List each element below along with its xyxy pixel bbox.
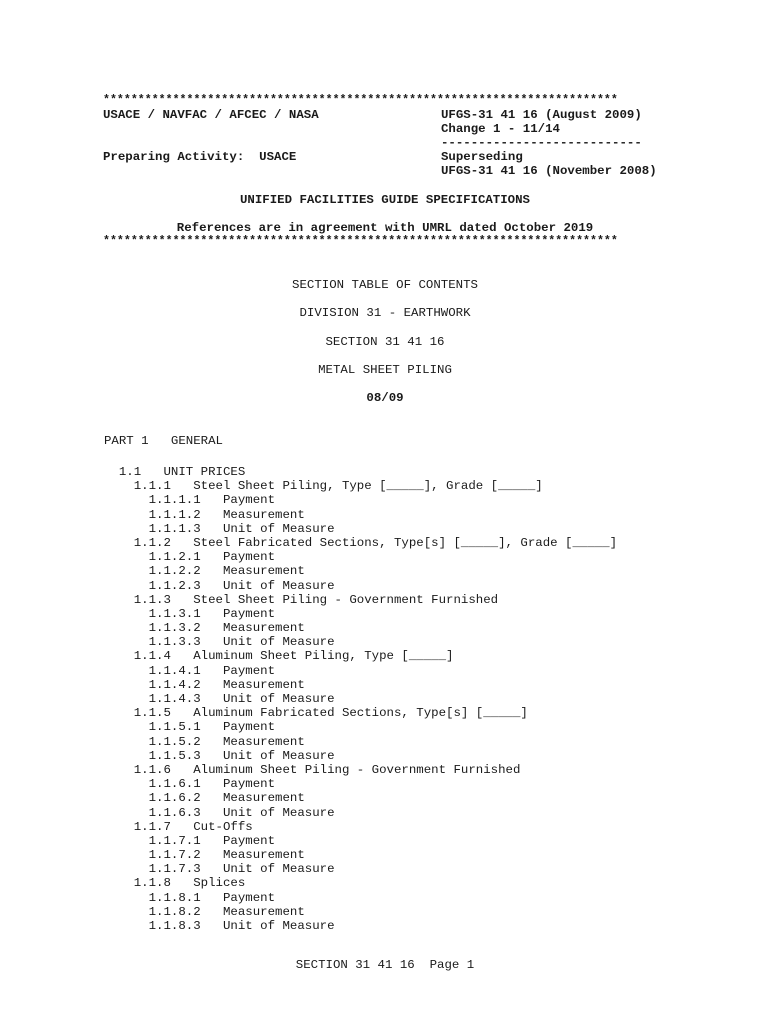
toc-entry: 1.1.7.2 Measurement xyxy=(104,848,305,863)
toc-entry: 1.1.1.2 Measurement xyxy=(104,507,305,522)
toc-entry: 1.1.7.3 Unit of Measure xyxy=(104,862,335,877)
agency-line: USACE / NAVFAC / AFCEC / NASA xyxy=(103,108,319,122)
toc-entry: 1.1.6.2 Measurement xyxy=(104,791,305,806)
toc-entry: 1.1.4.2 Measurement xyxy=(104,677,305,692)
toc-entry: 1.1.8 Splices xyxy=(104,876,246,891)
toc-entry: 1.1.8.3 Unit of Measure xyxy=(104,919,335,933)
division-line: DIVISION 31 - EARTHWORK xyxy=(299,306,471,320)
superseded-spec: UFGS-31 41 16 (November 2008) xyxy=(441,164,657,178)
toc-entry: 1.1.4.1 Payment xyxy=(104,663,276,678)
part-heading: PART 1 GENERAL xyxy=(104,434,223,448)
toc-entry: 1.1.5.1 Payment xyxy=(104,720,276,735)
toc-entry: 1.1.5.3 Unit of Measure xyxy=(104,748,335,763)
toc-entry: 1.1.1.3 Unit of Measure xyxy=(104,521,335,536)
toc-entry: 1.1.4 Aluminum Sheet Piling, Type [_____] xyxy=(104,649,454,664)
toc-entry: 1.1.1 Steel Sheet Piling, Type [_____], Grade [_____] xyxy=(104,479,543,494)
toc-entry: 1.1.3.3 Unit of Measure xyxy=(104,635,335,650)
preparing-activity: Preparing Activity: USACE xyxy=(103,150,297,164)
toc-entry: 1.1.5 Aluminum Fabricated Sections, Type[s] [_____] xyxy=(104,706,528,721)
toc-entry: 1.1.6 Aluminum Sheet Piling - Government Furnished xyxy=(104,762,521,777)
toc-entry: 1.1.4.3 Unit of Measure xyxy=(104,692,335,706)
toc-entry: 1.1 UNIT PRICES xyxy=(104,465,246,479)
toc-entry: 1.1.7.1 Payment xyxy=(104,833,276,848)
references-line: References are in agreement with UMRL dated October 2019 xyxy=(176,221,594,235)
toc-entry: 1.1.6.1 Payment xyxy=(104,777,276,792)
toc-entry: 1.1.3.2 Measurement xyxy=(104,621,305,636)
toc-entry: 1.1.8.1 Payment xyxy=(104,890,276,905)
toc-entry: 1.1.2.1 Payment xyxy=(104,550,276,565)
toc-title: SECTION TABLE OF CONTENTS xyxy=(292,278,478,292)
section-number: SECTION 31 41 16 xyxy=(325,335,445,349)
superseding-label: Superseding xyxy=(441,150,523,164)
toc-entry: 1.1.8.2 Measurement xyxy=(104,904,305,919)
toc-entry: 1.1.2.3 Unit of Measure xyxy=(104,578,335,593)
top-asterisk-rule: ************************************************************************** xyxy=(103,94,618,107)
toc-entry: 1.1.2 Steel Fabricated Sections, Type[s] [_____], Grade [_____] xyxy=(104,535,618,550)
unified-title: UNIFIED FACILITIES GUIDE SPECIFICATIONS xyxy=(240,193,530,207)
toc-entry: 1.1.3.1 Payment xyxy=(104,606,276,621)
bottom-asterisk-rule: ************************************************************************** xyxy=(103,235,618,248)
change-line: Change 1 - 11/14 xyxy=(441,122,560,136)
toc-entry: 1.1.7 Cut-Offs xyxy=(104,819,253,834)
toc-entry: 1.1.5.2 Measurement xyxy=(104,734,305,749)
toc-entry: 1.1.1.1 Payment xyxy=(104,493,276,508)
toc-list xyxy=(104,465,617,933)
dash-rule: --------------------------- xyxy=(441,136,642,150)
toc-entry: 1.1.6.3 Unit of Measure xyxy=(104,805,335,820)
section-date: 08/09 xyxy=(366,391,404,405)
toc-entry: 1.1.2.2 Measurement xyxy=(104,564,305,579)
section-name: METAL SHEET PILING xyxy=(318,363,452,377)
toc-entry: 1.1.3 Steel Sheet Piling - Government Furnished xyxy=(104,592,499,607)
ufgs-number: UFGS-31 41 16 (August 2009) xyxy=(441,108,642,122)
page-footer: SECTION 31 41 16 Page 1 xyxy=(295,958,475,972)
